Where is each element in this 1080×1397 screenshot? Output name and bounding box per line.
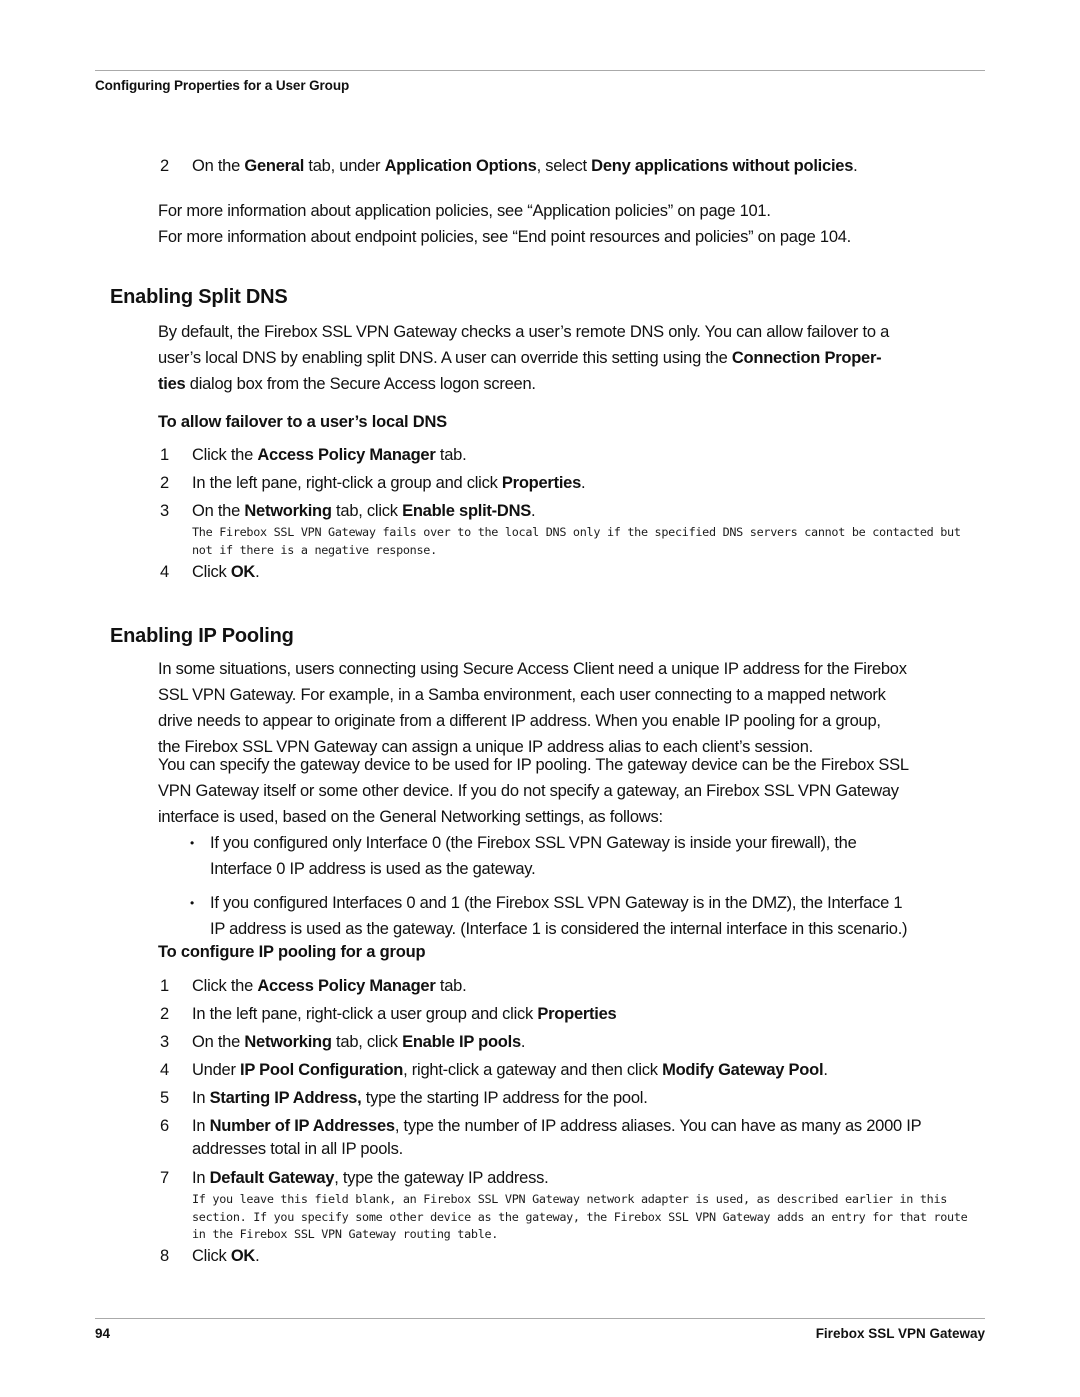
bullet-item — [190, 890, 907, 942]
bullet-icon: • — [190, 896, 194, 910]
text-line: ties dialog box from the Secure Access logon screen. — [158, 375, 536, 393]
text-line: If you leave this field blank, an Firebox SSL VPN Gateway network adapter is used, as described earlier in this — [192, 1192, 948, 1206]
step-number: 1 — [160, 977, 169, 995]
text-line: section. If you specify some other device as the gateway, the Firebox SSL VPN Gateway adds an entry for that route — [192, 1209, 968, 1224]
step-text: In Starting IP Address, type the starting IP address for the pool. — [192, 1089, 648, 1107]
text-line: VPN Gateway itself or some other device. If you do not specify a gateway, an Firebox SSL VPN Gateway — [158, 782, 899, 800]
footer-rule — [95, 1318, 985, 1319]
header-rule — [95, 70, 985, 71]
step-item — [160, 976, 466, 996]
text-line: Interface 0 IP address is used as the gateway. — [210, 860, 536, 878]
step-number: 7 — [160, 1169, 169, 1187]
step-text: Click OK. — [192, 563, 260, 581]
step-number: 6 — [160, 1117, 169, 1135]
text-line: In some situations, users connecting using Secure Access Client need a unique IP address for the Firebox — [158, 660, 907, 678]
step-item — [160, 473, 585, 493]
step-item — [160, 1168, 548, 1188]
step-text: Click the Access Policy Manager tab. — [192, 977, 467, 995]
body-paragraph — [158, 752, 909, 830]
page-number: 94 — [95, 1326, 111, 1341]
text-line: the Firebox SSL VPN Gateway can assign a unique IP address alias to each client’s session. — [158, 738, 813, 756]
footer-title: Firebox SSL VPN Gateway — [815, 1326, 985, 1341]
text-line: SSL VPN Gateway. For example, in a Samba environment, each user connecting to a mapped network — [158, 686, 886, 704]
bullet-text — [210, 830, 857, 882]
bullet-text — [210, 890, 907, 942]
body-paragraph — [158, 319, 889, 397]
text-line: drive needs to appear to originate from a different IP address. When you enable IP pooling for a group, — [158, 712, 881, 730]
step-text: In the left pane, right-click a user group and click Properties — [192, 1005, 617, 1023]
step-text — [192, 1116, 921, 1162]
step-item — [160, 1032, 525, 1052]
step-item — [160, 445, 466, 465]
step-number: 2 — [160, 157, 169, 175]
text-line: interface is used, based on the General Networking settings, as follows: — [158, 808, 663, 826]
step-item — [160, 1088, 648, 1108]
step-number: 4 — [160, 1061, 169, 1079]
text-line: The Firebox SSL VPN Gateway fails over to the local DNS only if the specified DNS servers cannot be contacted but — [192, 525, 961, 539]
step-item — [160, 156, 857, 176]
step-text: Click OK. — [192, 1247, 260, 1265]
text-line: For more information about endpoint policies, see “End point resources and policies” on page 104. — [158, 228, 852, 246]
text-line: addresses total in all IP pools. — [192, 1140, 403, 1158]
text-line: By default, the Firebox SSL VPN Gateway checks a user’s remote DNS only. You can allow failover to a — [158, 323, 890, 341]
step-number: 2 — [160, 1005, 169, 1023]
procedure-heading-failover: To allow failover to a user’s local DNS — [158, 413, 447, 431]
step-number: 1 — [160, 446, 169, 464]
step-text: On the Networking tab, click Enable split-DNS. — [192, 502, 536, 520]
running-header: Configuring Properties for a User Group — [95, 78, 350, 93]
text-line: If you configured only Interface 0 (the Firebox SSL VPN Gateway is inside your firewall), the — [210, 834, 857, 852]
step-item — [160, 1116, 921, 1162]
text-line: For more information about application policies, see “Application policies” on page 101. — [158, 202, 771, 220]
step-item — [160, 1004, 616, 1024]
step-text: Click the Access Policy Manager tab. — [192, 446, 467, 464]
text-line: In Number of IP Addresses, type the number of IP address aliases. You can have as many as 2000 IP — [192, 1117, 922, 1135]
body-paragraph — [158, 198, 851, 250]
step-number: 3 — [160, 1033, 169, 1051]
text-line: not if there is a negative response. — [192, 542, 437, 557]
procedure-heading-ip-pooling: To configure IP pooling for a group — [158, 943, 426, 961]
text-line: user’s local DNS by enabling split DNS. A user can override this setting using the Connection Proper- — [158, 349, 882, 367]
text-line: in the Firebox SSL VPN Gateway routing table. — [192, 1227, 499, 1241]
text-line: If you configured Interfaces 0 and 1 (the Firebox SSL VPN Gateway is in the DMZ), the Interface 1 — [210, 894, 903, 912]
step-text: In Default Gateway, type the gateway IP address. — [192, 1169, 549, 1187]
note-text — [192, 1191, 967, 1244]
bullet-item — [190, 830, 857, 882]
section-heading-split-dns: Enabling Split DNS — [110, 286, 288, 308]
step-text: On the Networking tab, click Enable IP pools. — [192, 1033, 526, 1051]
step-text: On the General tab, under Application Options, select Deny applications without policies. — [192, 157, 858, 175]
step-number: 3 — [160, 502, 169, 520]
step-number: 5 — [160, 1089, 169, 1107]
section-heading-ip-pooling: Enabling IP Pooling — [110, 625, 294, 647]
step-item — [160, 501, 535, 521]
bullet-icon: • — [190, 836, 194, 850]
body-paragraph — [158, 656, 907, 760]
step-item — [160, 1060, 828, 1080]
step-text: Under IP Pool Configuration, right-click a gateway and then click Modify Gateway Pool. — [192, 1061, 828, 1079]
text-line: IP address is used as the gateway. (Interface 1 is considered the internal interface in this scenario.) — [210, 920, 908, 938]
step-item — [160, 562, 259, 582]
step-number: 2 — [160, 474, 169, 492]
note-text — [192, 524, 961, 559]
step-item — [160, 1246, 259, 1266]
step-text: In the left pane, right-click a group and click Properties. — [192, 474, 586, 492]
step-number: 4 — [160, 563, 169, 581]
step-number: 8 — [160, 1247, 169, 1265]
text-line: You can specify the gateway device to be used for IP pooling. The gateway device can be the Firebox SSL — [158, 756, 909, 774]
